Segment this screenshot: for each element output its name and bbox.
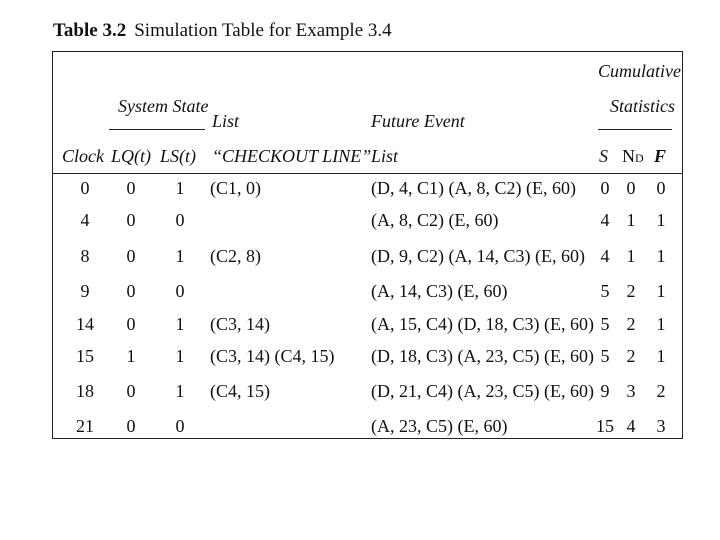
cell-lq: 0 <box>126 314 136 334</box>
cell-fel: (A, 14, C3) (E, 60) <box>371 281 508 301</box>
table-title: Simulation Table for Example 3.4 <box>134 20 392 41</box>
cell-ls: 0 <box>175 416 185 436</box>
cell-lq: 0 <box>126 210 136 230</box>
cell-s: 5 <box>600 281 610 301</box>
header-rule <box>52 173 683 174</box>
system-state-rule <box>109 129 205 130</box>
cell-nd: 1 <box>626 210 636 230</box>
cell-nd: 1 <box>626 246 636 266</box>
header-list: List <box>212 111 240 131</box>
cell-ls: 1 <box>175 178 185 198</box>
cell-nd: 2 <box>626 281 636 301</box>
header-cumulative: Cumulative <box>598 61 681 81</box>
cell-clock: 4 <box>80 210 90 230</box>
cell-fel: (D, 9, C2) (A, 14, C3) (E, 60) <box>371 246 585 266</box>
cell-clock: 0 <box>80 178 90 198</box>
cell-s: 4 <box>600 246 610 266</box>
table-number: Table 3.2 <box>53 20 127 41</box>
cell-s: 5 <box>600 314 610 334</box>
cell-ls: 1 <box>175 381 185 401</box>
cell-fel: (A, 8, C2) (E, 60) <box>371 210 499 230</box>
cell-f: 0 <box>656 178 666 198</box>
cell-nd: 4 <box>626 416 636 436</box>
statistics-rule <box>598 129 672 130</box>
cell-lq: 0 <box>126 178 136 198</box>
header-statistics: Statistics <box>610 96 676 116</box>
cell-fel: (A, 15, C4) (D, 18, C3) (E, 60) <box>371 314 594 334</box>
cell-f: 3 <box>656 416 666 436</box>
header-future-event: Future Event <box>371 111 465 131</box>
nd-subscript: D <box>635 151 644 165</box>
header-system-state: System State <box>118 96 209 116</box>
nd-main: N <box>622 146 635 166</box>
cell-clock: 8 <box>80 246 90 266</box>
cell-lq: 0 <box>126 246 136 266</box>
cell-f: 2 <box>656 381 666 401</box>
cell-clock: 21 <box>76 416 94 436</box>
cell-nd: 2 <box>626 314 636 334</box>
cell-clock: 15 <box>76 346 94 366</box>
col-header-nd <box>622 146 644 167</box>
cell-list: (C2, 8) <box>210 246 261 266</box>
cell-nd: 0 <box>626 178 636 198</box>
cell-fel: (A, 23, C5) (E, 60) <box>371 416 508 436</box>
cell-s: 5 <box>600 346 610 366</box>
col-header-checkout-line: “CHECKOUT LINE” <box>212 146 372 166</box>
col-header-lq: LQ(t) <box>111 146 151 166</box>
table-caption <box>53 20 392 42</box>
cell-s: 9 <box>600 381 610 401</box>
col-header-ls: LS(t) <box>160 146 196 166</box>
cell-list: (C1, 0) <box>210 178 261 198</box>
cell-clock: 9 <box>80 281 90 301</box>
cell-ls: 1 <box>175 346 185 366</box>
cell-f: 1 <box>656 281 666 301</box>
col-header-clock: Clock <box>62 146 104 166</box>
cell-s: 0 <box>600 178 610 198</box>
cell-nd: 2 <box>626 346 636 366</box>
cell-ls: 1 <box>175 314 185 334</box>
cell-ls: 0 <box>175 210 185 230</box>
cell-clock: 18 <box>76 381 94 401</box>
cell-s: 15 <box>596 416 614 436</box>
cell-s: 4 <box>600 210 610 230</box>
cell-clock: 14 <box>76 314 94 334</box>
cell-fel: (D, 4, C1) (A, 8, C2) (E, 60) <box>371 178 576 198</box>
col-header-fel: List <box>371 146 399 166</box>
col-header-f: F <box>654 146 667 166</box>
cell-list: (C4, 15) <box>210 381 270 401</box>
cell-lq: 1 <box>126 346 136 366</box>
cell-list: (C3, 14) (C4, 15) <box>210 346 335 366</box>
cell-lq: 0 <box>126 416 136 436</box>
col-header-s: S <box>599 146 608 166</box>
cell-fel: (D, 21, C4) (A, 23, C5) (E, 60) <box>371 381 594 401</box>
cell-f: 1 <box>656 346 666 366</box>
cell-lq: 0 <box>126 281 136 301</box>
cell-nd: 3 <box>626 381 636 401</box>
cell-ls: 0 <box>175 281 185 301</box>
cell-fel: (D, 18, C3) (A, 23, C5) (E, 60) <box>371 346 594 366</box>
cell-lq: 0 <box>126 381 136 401</box>
cell-f: 1 <box>656 246 666 266</box>
cell-f: 1 <box>656 210 666 230</box>
cell-list: (C3, 14) <box>210 314 270 334</box>
cell-f: 1 <box>656 314 666 334</box>
cell-ls: 1 <box>175 246 185 266</box>
